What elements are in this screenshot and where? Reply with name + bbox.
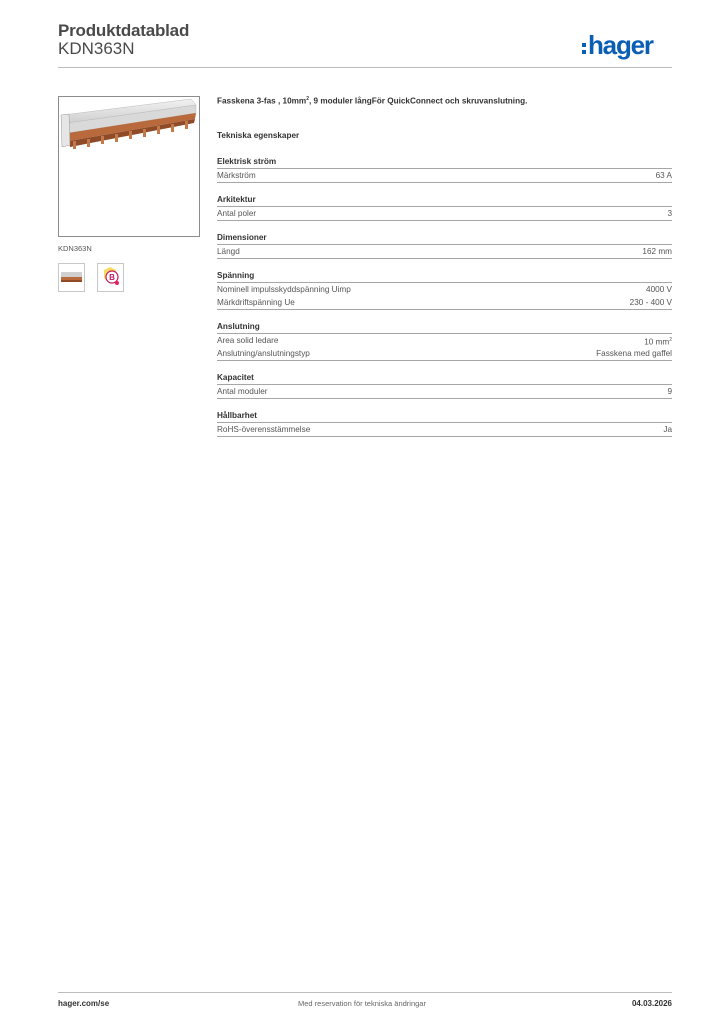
- spec-row: [217, 347, 672, 361]
- spec-value: 162 mm: [642, 247, 672, 256]
- spec-value: 10 $mm^2$: [644, 337, 672, 347]
- spec-row: [217, 423, 672, 437]
- spec-group-title: Hållbarhet: [217, 410, 672, 423]
- spec-group-dimensions: [217, 232, 672, 259]
- energy-class-letter: B: [109, 273, 115, 282]
- spec-row: [217, 283, 672, 296]
- spec-label: Area solid ledare: [217, 336, 279, 345]
- spec-row: [217, 334, 672, 347]
- spec-group-title: Kapacitet: [217, 372, 672, 385]
- spec-group-title: Anslutning: [217, 321, 672, 334]
- spec-label: Märkdriftspänning Ue: [217, 298, 295, 307]
- spec-label: Nominell impulsskyddspänning Uimp: [217, 285, 351, 294]
- technical-properties-title: Tekniska egenskaper: [217, 131, 300, 140]
- spec-label: Antal poler: [217, 209, 257, 218]
- spec-group-title: Dimensioner: [217, 232, 672, 245]
- spec-group-voltage: [217, 270, 672, 310]
- spec-group-capacity: [217, 372, 672, 399]
- spec-group-title: Spänning: [217, 270, 672, 283]
- footer-date: 04.03.2026: [631, 999, 672, 1008]
- spec-label: Längd: [217, 247, 240, 256]
- spec-row: [217, 207, 672, 221]
- footer-website: hager.com/se: [58, 999, 110, 1008]
- header-divider: [58, 67, 672, 68]
- spec-group-connection: [217, 321, 672, 361]
- busbar-illustration: [59, 97, 199, 236]
- logo-dots-icon: [582, 43, 586, 54]
- spec-row: [217, 385, 672, 399]
- product-image: [58, 96, 200, 237]
- spec-value: 9: [667, 387, 672, 396]
- product-description: Fasskena 3-fas , $10mm^2$, 9 moduler långFör QuickConnect och skruvanslutning.: [217, 96, 528, 106]
- spec-group-architecture: [217, 194, 672, 221]
- spec-value: 3: [667, 209, 672, 218]
- spec-value: 63 A: [655, 171, 672, 180]
- spec-row: [217, 245, 672, 259]
- spec-value: Fasskena med gaffel: [596, 349, 672, 358]
- busbar-thumbnail-icon[interactable]: [58, 263, 85, 292]
- footer-divider: [58, 992, 672, 993]
- logo-text: hager: [588, 30, 653, 60]
- spec-row: [217, 169, 672, 183]
- hager-logo: [582, 28, 672, 58]
- footer-disclaimer: Med reservation för tekniska ändringar: [298, 999, 426, 1008]
- spec-table: [217, 156, 672, 448]
- spec-value: 230 - 400 V: [629, 298, 672, 307]
- spec-label: Märkström: [217, 171, 256, 180]
- spec-group-sustainability: [217, 410, 672, 437]
- spec-label: Antal moduler: [217, 387, 268, 396]
- page-title: Produktdatablad: [58, 21, 190, 40]
- spec-row: [217, 296, 672, 310]
- spec-value: Ja: [663, 425, 672, 434]
- energy-class-b-icon[interactable]: [97, 263, 124, 292]
- spec-label: RoHS-överensstämmelse: [217, 425, 311, 434]
- product-code: KDN363N: [58, 39, 135, 58]
- image-caption: KDN363N: [58, 244, 92, 253]
- spec-group-electric-current: [217, 156, 672, 183]
- spec-label: Anslutning/anslutningstyp: [217, 349, 310, 358]
- spec-group-title: Elektrisk ström: [217, 156, 672, 169]
- spec-group-title: Arkitektur: [217, 194, 672, 207]
- spec-value: 4000 V: [646, 285, 672, 294]
